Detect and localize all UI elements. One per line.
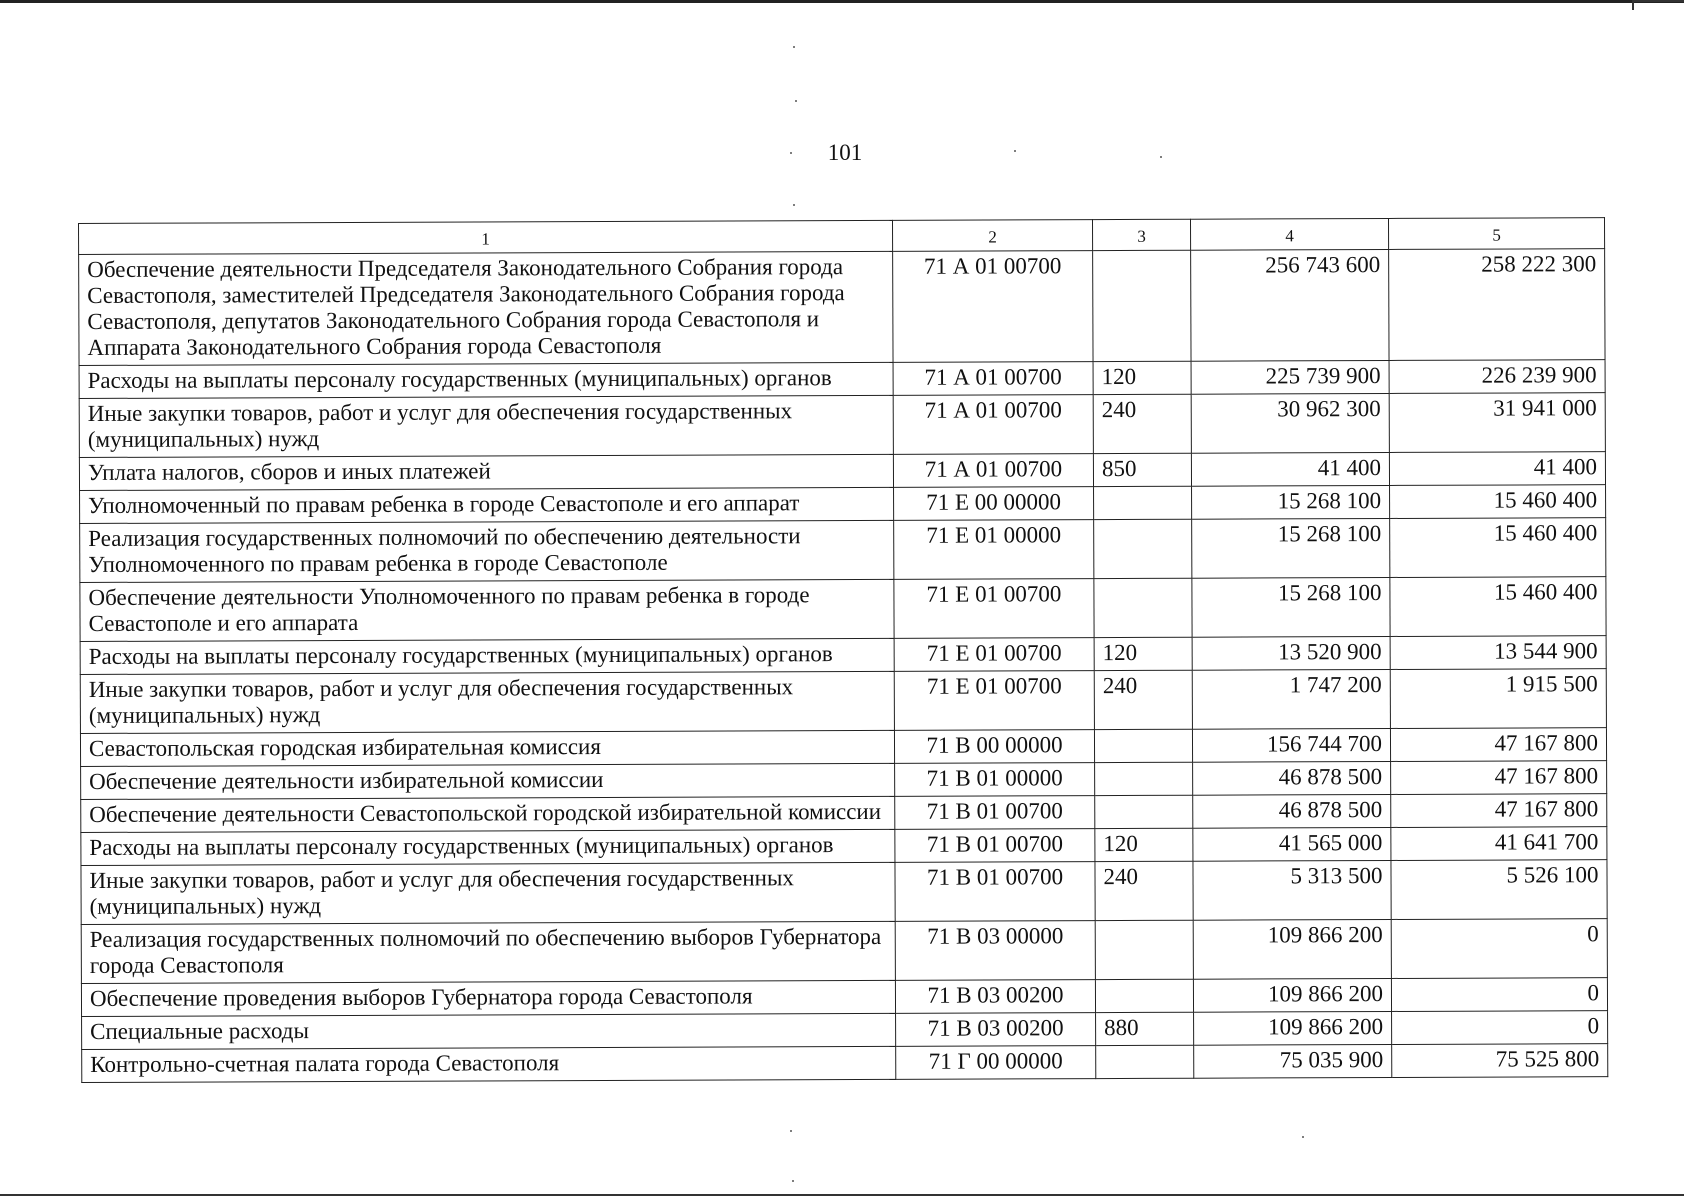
row-value-col4: 46 878 500: [1193, 794, 1391, 828]
header-col-1: 1: [79, 220, 893, 254]
row-value-col4: 109 866 200: [1193, 919, 1391, 979]
scan-speck: [790, 1130, 792, 1132]
row-name: Контрольно-счетная палата города Севастополя: [82, 1046, 896, 1082]
table-row: [80, 518, 1606, 583]
row-type: [1094, 729, 1192, 762]
row-code: 71 В 01 00000: [895, 763, 1095, 797]
row-value-col5: 13 544 900: [1390, 636, 1606, 670]
row-name: Иные закупки товаров, работ и услуг для обеспечения государственных (муниципальных) нужд: [81, 862, 895, 924]
row-code: 71 В 01 00700: [895, 829, 1095, 863]
row-code: 71 Е 01 00700: [894, 638, 1094, 672]
row-code: 71 Е 01 00700: [894, 671, 1094, 731]
row-value-col5: 15 460 400: [1390, 577, 1606, 637]
table-row: [80, 577, 1606, 642]
row-value-col5: 75 525 800: [1392, 1044, 1608, 1078]
row-name: Иные закупки товаров, работ и услуг для обеспечения государственных (муниципальных) нужд: [80, 671, 894, 733]
row-name: Реализация государственных полномочий по обеспечению выборов Губернатора города Севастополя: [81, 921, 895, 983]
row-value-col4: 13 520 900: [1192, 636, 1390, 670]
row-code: 71 В 00 00000: [894, 730, 1094, 764]
row-value-col5: 1 915 500: [1390, 669, 1606, 729]
row-value-col5: 41 400: [1389, 452, 1605, 486]
row-value-col4: 5 313 500: [1193, 860, 1391, 920]
row-code: 71 А 01 00700: [893, 362, 1093, 396]
row-type: 120: [1093, 361, 1191, 394]
page-number: 101: [827, 140, 863, 165]
row-code: 71 В 03 00200: [896, 1013, 1096, 1047]
table-body: [79, 249, 1608, 1083]
header-col-5: 5: [1388, 218, 1604, 250]
row-value-col5: 0: [1392, 1011, 1608, 1045]
row-value-col4: 15 268 100: [1192, 485, 1390, 519]
scan-corner-mark: [1632, 0, 1684, 10]
row-type: [1095, 795, 1193, 828]
row-code: 71 А 01 00700: [893, 454, 1093, 488]
scan-speck: [792, 1180, 794, 1182]
row-value-col5: 47 167 800: [1390, 728, 1606, 762]
row-name: Расходы на выплаты персоналу государственных (муниципальных) органов: [79, 362, 893, 398]
row-name: Обеспечение деятельности Севастопольской городской избирательной комиссии: [81, 796, 895, 832]
row-code: 71 В 03 00200: [895, 980, 1095, 1014]
scan-speck: [1160, 156, 1162, 158]
row-value-col4: 30 962 300: [1191, 393, 1389, 453]
row-value-col5: 15 460 400: [1390, 518, 1606, 578]
row-type: [1093, 250, 1191, 361]
row-value-col4: 75 035 900: [1194, 1044, 1392, 1078]
row-value-col5: 5 526 100: [1391, 860, 1607, 920]
row-type: [1094, 519, 1192, 578]
header-col-3: 3: [1092, 219, 1190, 250]
table-row: [81, 860, 1607, 925]
row-type: 240: [1095, 861, 1193, 920]
row-value-col5: 47 167 800: [1391, 794, 1607, 828]
row-code: 71 Е 01 00700: [894, 579, 1094, 639]
row-type: 240: [1093, 394, 1191, 453]
scan-speck: [793, 46, 795, 48]
row-name: Обеспечение деятельности Уполномоченного по правам ребенка в городе Севастополе и его аппарата: [80, 579, 894, 641]
row-value-col4: 109 866 200: [1193, 978, 1391, 1012]
row-name: Уплата налогов, сборов и иных платежей: [79, 454, 893, 490]
row-value-col5: 41 641 700: [1391, 827, 1607, 861]
budget-table: [78, 217, 1608, 1083]
row-value-col5: 0: [1391, 978, 1607, 1012]
table-row: [79, 393, 1605, 458]
row-value-col4: 225 739 900: [1191, 360, 1389, 394]
row-name: Расходы на выплаты персоналу государственных (муниципальных) органов: [81, 829, 895, 865]
row-type: 120: [1095, 828, 1193, 861]
row-code: 71 Е 01 00000: [894, 520, 1094, 580]
row-value-col4: 46 878 500: [1193, 761, 1391, 795]
row-type: [1095, 979, 1193, 1012]
row-value-col5: 47 167 800: [1391, 761, 1607, 795]
row-value-col4: 256 743 600: [1191, 249, 1389, 361]
row-type: [1094, 486, 1192, 519]
row-value-col4: 156 744 700: [1192, 728, 1390, 762]
row-value-col4: 41 565 000: [1193, 827, 1391, 861]
scan-top-border: [0, 0, 1684, 3]
row-type: 120: [1094, 637, 1192, 670]
row-value-col5: 258 222 300: [1389, 249, 1605, 361]
scan-speck: [795, 100, 797, 102]
row-value-col4: 15 268 100: [1192, 577, 1390, 637]
row-type: [1095, 920, 1193, 979]
scan-speck: [793, 204, 795, 206]
row-value-col5: 15 460 400: [1390, 485, 1606, 519]
row-name: Реализация государственных полномочий по обеспечению деятельности Уполномоченного по правам ребенка в городе Севастополе: [80, 520, 894, 582]
row-type: [1094, 578, 1192, 637]
scan-speck: [1302, 1136, 1304, 1138]
row-value-col5: 0: [1391, 919, 1607, 979]
row-code: 71 А 01 00700: [893, 251, 1093, 363]
row-type: 880: [1096, 1012, 1194, 1045]
row-value-col5: 226 239 900: [1389, 360, 1605, 394]
row-name: Обеспечение проведения выборов Губернатора города Севастополя: [81, 980, 895, 1016]
table-row: [81, 919, 1607, 984]
row-code: 71 В 01 00700: [895, 796, 1095, 830]
row-name: Специальные расходы: [82, 1013, 896, 1049]
row-code: 71 Е 00 00000: [894, 487, 1094, 521]
row-code: 71 Г 00 00000: [896, 1046, 1096, 1080]
row-value-col4: 41 400: [1191, 452, 1389, 486]
scan-bottom-border: [0, 1194, 1684, 1196]
table-row: [80, 669, 1606, 734]
row-value-col4: 1 747 200: [1192, 669, 1390, 729]
row-type: 850: [1093, 453, 1191, 486]
scan-speck: [1014, 150, 1016, 152]
row-name: Обеспечение деятельности Председателя Законодательного Собрания города Севастополя, заместителей Председателя Законодательного Собрания города Севастополя, депутатов Законодательного Собрания города Севастополя и Аппарата Законодательного Собрания города Севастополя: [79, 251, 893, 365]
row-name: Севастопольская городская избирательная комиссия: [80, 730, 894, 766]
row-type: [1096, 1045, 1194, 1078]
row-name: Расходы на выплаты персоналу государственных (муниципальных) органов: [80, 638, 894, 674]
table-row: [82, 1044, 1608, 1083]
row-name: Иные закупки товаров, работ и услуг для обеспечения государственных (муниципальных) нужд: [79, 395, 893, 457]
row-value-col4: 109 866 200: [1194, 1011, 1392, 1045]
row-value-col5: 31 941 000: [1389, 393, 1605, 453]
row-name: Обеспечение деятельности избирательной комиссии: [81, 763, 895, 799]
row-code: 71 В 01 00700: [895, 862, 1095, 922]
row-code: 71 А 01 00700: [893, 395, 1093, 455]
header-col-4: 4: [1190, 218, 1388, 250]
row-value-col4: 15 268 100: [1192, 518, 1390, 578]
row-type: 240: [1094, 670, 1192, 729]
scan-speck: [790, 152, 792, 154]
header-col-2: 2: [892, 220, 1092, 252]
row-name: Уполномоченный по правам ребенка в городе Севастополе и его аппарат: [80, 487, 894, 523]
table-row: [79, 249, 1605, 366]
row-code: 71 В 03 00000: [895, 921, 1095, 981]
row-type: [1095, 762, 1193, 795]
